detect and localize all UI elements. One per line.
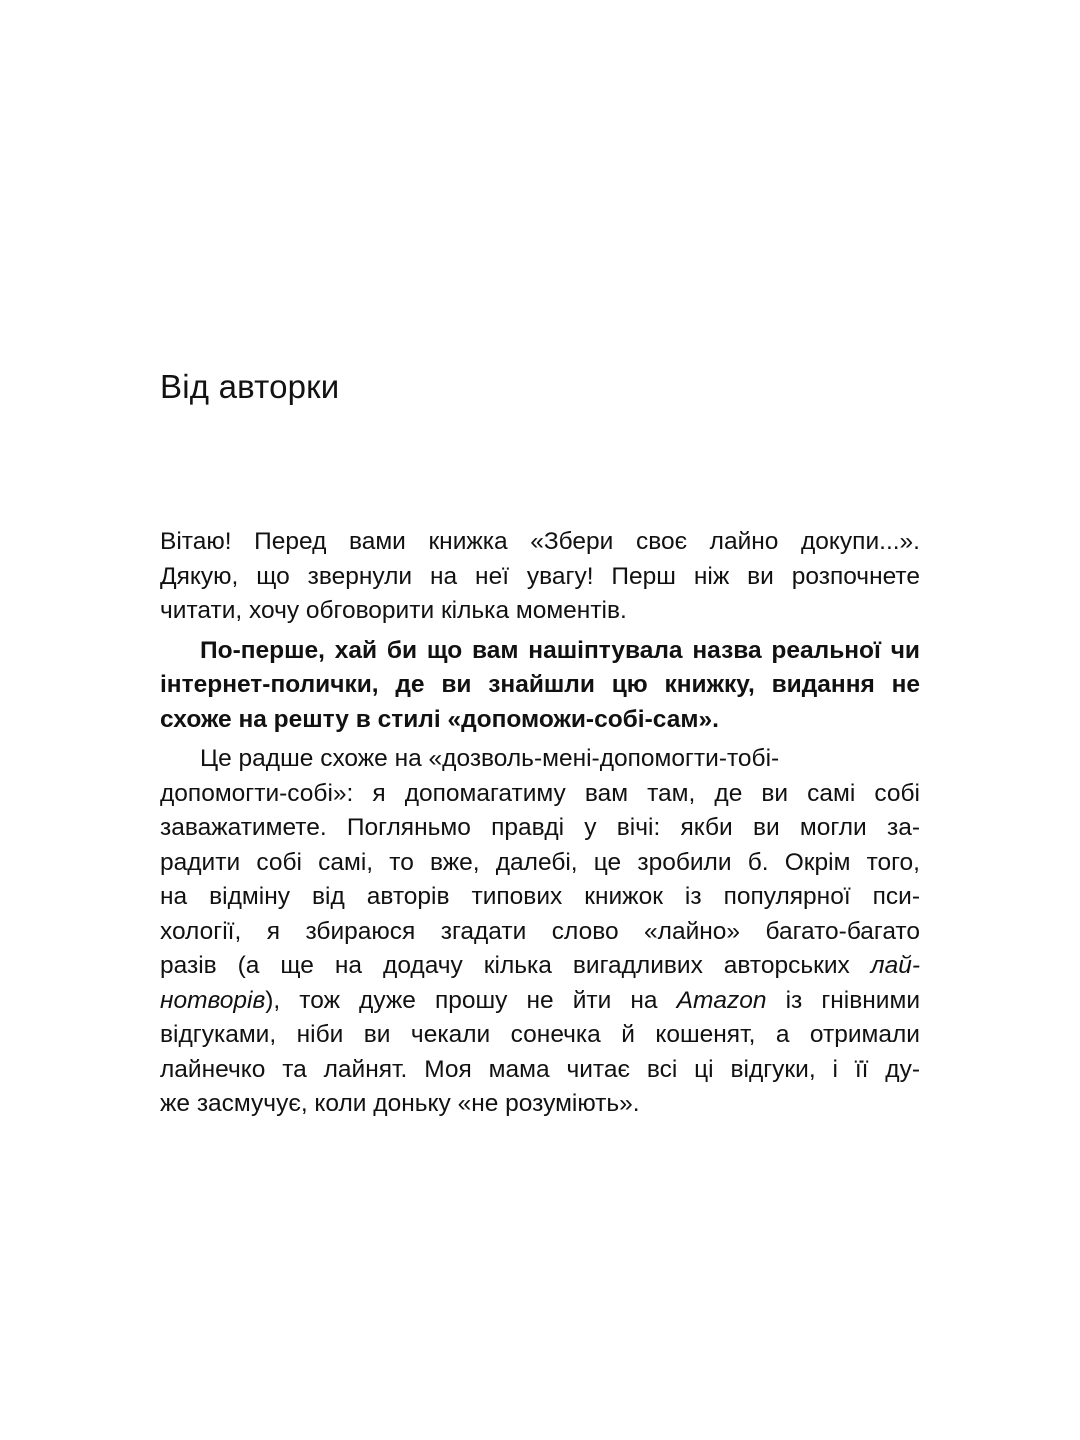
chapter-heading: Від авторки [160,368,340,405]
text-segment: із гнівними [766,986,920,1014]
text-segment: разів (а ще на додачу кілька вигадливих авторських [160,952,871,979]
paragraph-main [160,742,920,1122]
text-segment: ), тож дуже прошу не йти на [265,986,677,1014]
italic-text: Amazon [676,986,767,1014]
text-line: відгуками, ніби ви чекали сонечка й кошенят, а отримали [160,1021,920,1048]
text-line: радити собі самі, то вже, далебі, це зробили б. Окрім того, [160,848,920,876]
italic-text: лай- [870,952,920,979]
text-line: схоже на решту в стилі «допоможи-собі-сам». [160,705,719,733]
text-line-mixed [160,984,920,1019]
paragraph-bold-first-point [160,634,920,738]
paragraph-intro [160,525,920,629]
text-line: же засмучує, коли доньку «не розуміють». [160,1090,640,1117]
text-line-mixed [160,949,920,984]
text-line: на відміну від авторів типових книжок із популярної пси- [160,883,920,910]
italic-text: нотворів [160,986,266,1014]
text-line: інтернет-полички, де ви знайшли цю книжку, видання не [160,671,920,698]
text-line: По-перше, хай би що вам нашіптувала назва реальної чи [200,636,920,664]
text-line: Це радше схоже на «дозволь-мені-допомогти-тобі- [200,745,780,772]
chapter-body [160,525,920,1122]
text-line: лайнечко та лайнят. Моя мама читає всі ці відгуки, і її ду- [160,1055,920,1083]
text-line: допомогти-собі»: я допомагатиму вам там, де ви самі собі [160,779,920,807]
text-line: хології, я збираюся згадати слово «лайно» багато-багато [160,917,920,945]
text-line: читати, хочу обговорити кілька моментів. [160,597,627,624]
text-line: заважатимете. Погляньмо правді у вічі: якби ви могли за- [160,814,920,841]
text-line: Вітаю! Перед вами книжка «Збери своє лайно докупи...». [160,528,920,555]
text-line: Дякую, що звернули на неї увагу! Перш ніж ви розпочнете [160,562,920,590]
